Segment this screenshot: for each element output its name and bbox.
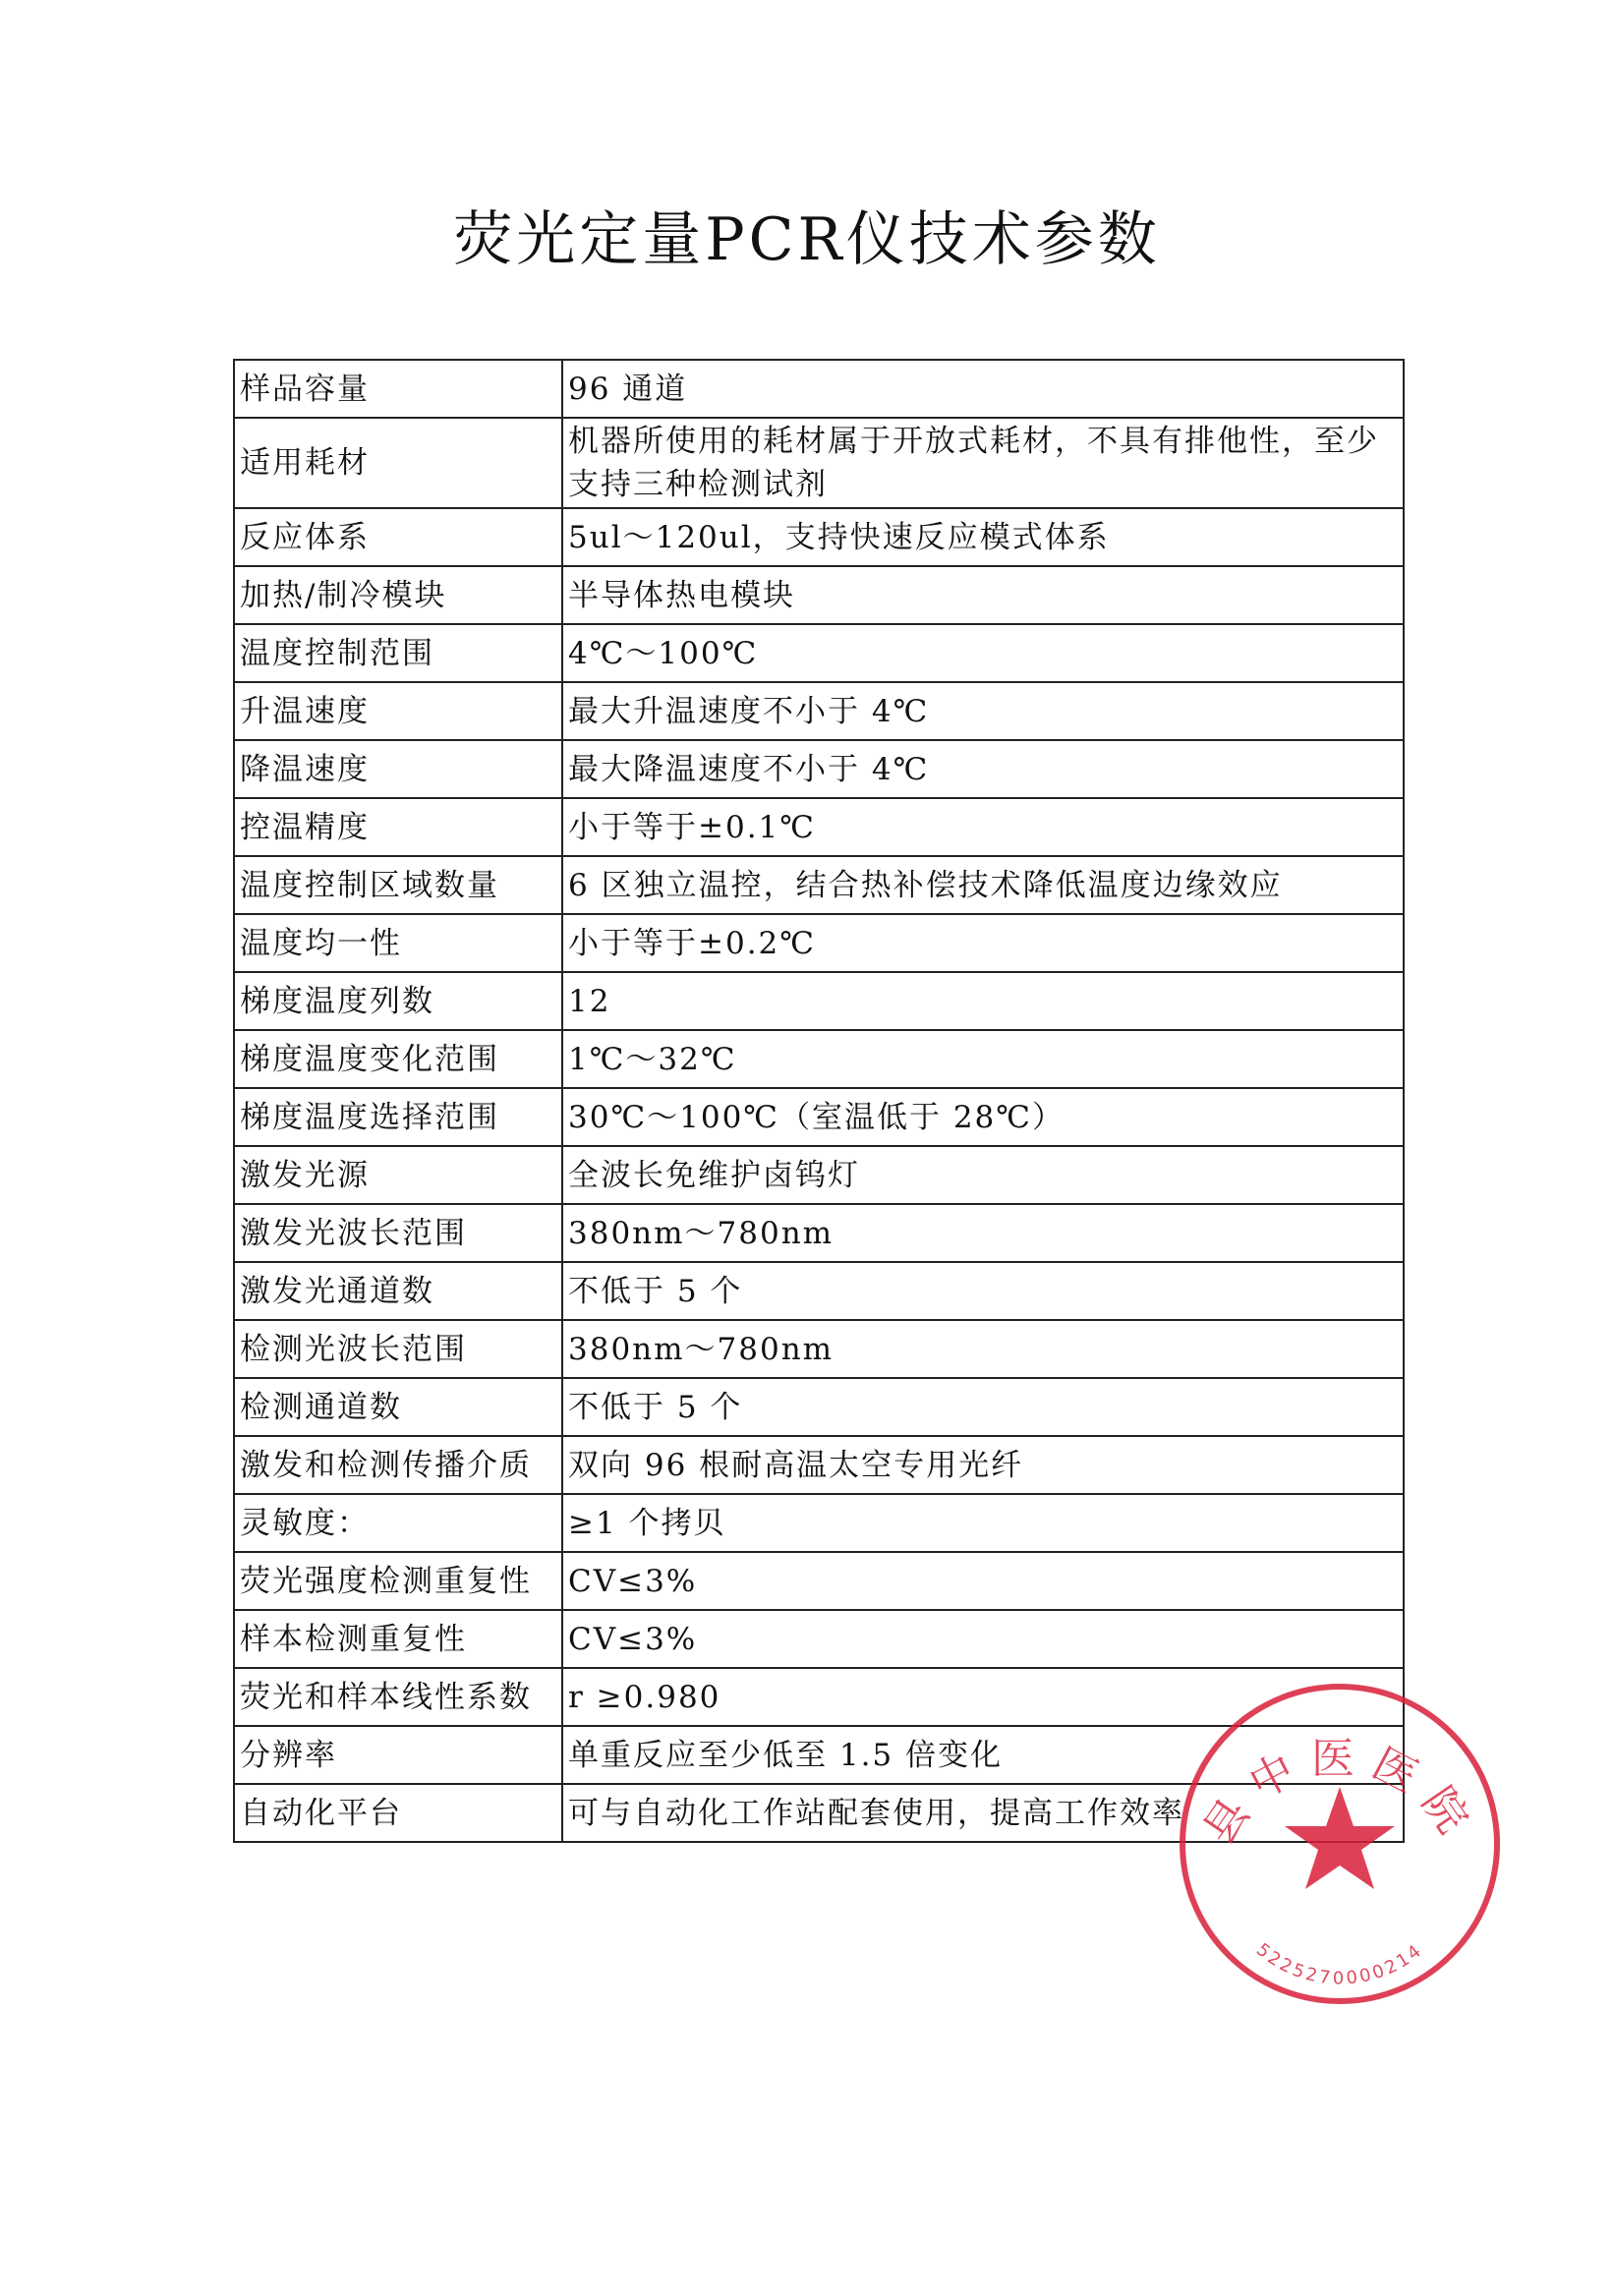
param-name: 分辨率 — [234, 1726, 562, 1784]
table-row — [234, 1262, 1404, 1320]
param-value: CV≤3% — [562, 1610, 1404, 1668]
table-row — [234, 1494, 1404, 1552]
param-value: 机器所使用的耗材属于开放式耗材，不具有排他性，至少支持三种检测试剂 — [562, 418, 1404, 508]
param-name: 梯度温度列数 — [234, 972, 562, 1030]
param-name: 自动化平台 — [234, 1784, 562, 1842]
table-row — [234, 508, 1404, 566]
seal-number: 5225270000214 — [1251, 1939, 1428, 1989]
param-value: 5ul～120ul，支持快速反应模式体系 — [562, 508, 1404, 566]
param-value: 380nm～780nm — [562, 1204, 1404, 1262]
table-row — [234, 1088, 1404, 1146]
param-name: 检测光波长范围 — [234, 1320, 562, 1378]
param-value: 单重反应至少低至 1.5 倍变化 — [562, 1726, 1404, 1784]
param-value: 30℃～100℃（室温低于 28℃） — [562, 1088, 1404, 1146]
param-name: 检测通道数 — [234, 1378, 562, 1436]
table-row — [234, 1552, 1404, 1610]
param-value: 1℃～32℃ — [562, 1030, 1404, 1088]
param-value: 4℃～100℃ — [562, 624, 1404, 682]
table-row — [234, 566, 1404, 624]
table-row — [234, 798, 1404, 856]
param-value: 全波长免维护卤钨灯 — [562, 1146, 1404, 1204]
param-value: 12 — [562, 972, 1404, 1030]
param-name: 温度控制区域数量 — [234, 856, 562, 914]
param-value: 6 区独立温控，结合热补偿技术降低温度边缘效应 — [562, 856, 1404, 914]
param-name: 降温速度 — [234, 740, 562, 798]
param-value: r ≥0.980 — [562, 1668, 1404, 1726]
param-name: 荧光强度检测重复性 — [234, 1552, 562, 1610]
param-name: 反应体系 — [234, 508, 562, 566]
table-row — [234, 740, 1404, 798]
seal-text: 县中医医院 — [1193, 1733, 1486, 1854]
param-value: ≥1 个拷贝 — [562, 1494, 1404, 1552]
seal-star-icon — [1285, 1787, 1395, 1889]
param-value: 380nm～780nm — [562, 1320, 1404, 1378]
table-row — [234, 1204, 1404, 1262]
table-row — [234, 1378, 1404, 1436]
param-value: 最大升温速度不小于 4℃ — [562, 682, 1404, 740]
table-row — [234, 418, 1404, 508]
param-value: 不低于 5 个 — [562, 1262, 1404, 1320]
param-name: 梯度温度选择范围 — [234, 1088, 562, 1146]
spec-table — [233, 359, 1405, 1843]
param-name: 灵敏度： — [234, 1494, 562, 1552]
document-title: 荧光定量PCR仪技术参数 — [453, 205, 1161, 274]
param-name: 控温精度 — [234, 798, 562, 856]
table-row — [234, 1030, 1404, 1088]
table-row — [234, 914, 1404, 972]
param-name: 激发和检测传播介质 — [234, 1436, 562, 1494]
table-row — [234, 682, 1404, 740]
table-row — [234, 1436, 1404, 1494]
param-name: 加热/制冷模块 — [234, 566, 562, 624]
param-name: 荧光和样本线性系数 — [234, 1668, 562, 1726]
param-value: CV≤3% — [562, 1552, 1404, 1610]
table-row — [234, 1146, 1404, 1204]
param-name: 样本检测重复性 — [234, 1610, 562, 1668]
param-name: 激发光源 — [234, 1146, 562, 1204]
param-name: 样品容量 — [234, 360, 562, 418]
param-name: 温度控制范围 — [234, 624, 562, 682]
param-name: 适用耗材 — [234, 418, 562, 508]
table-row — [234, 1610, 1404, 1668]
param-name: 升温速度 — [234, 682, 562, 740]
param-name: 温度均一性 — [234, 914, 562, 972]
table-row — [234, 1320, 1404, 1378]
param-value: 可与自动化工作站配套使用，提高工作效率 — [562, 1784, 1404, 1842]
param-value: 不低于 5 个 — [562, 1378, 1404, 1436]
param-name: 激发光通道数 — [234, 1262, 562, 1320]
table-row — [234, 360, 1404, 418]
param-value: 半导体热电模块 — [562, 566, 1404, 624]
official-seal — [1173, 1677, 1507, 2011]
param-value: 小于等于±0.2℃ — [562, 914, 1404, 972]
param-name: 激发光波长范围 — [234, 1204, 562, 1262]
param-value: 最大降温速度不小于 4℃ — [562, 740, 1404, 798]
param-name: 梯度温度变化范围 — [234, 1030, 562, 1088]
param-value: 96 通道 — [562, 360, 1404, 418]
table-row — [234, 856, 1404, 914]
param-value: 小于等于±0.1℃ — [562, 798, 1404, 856]
table-row — [234, 624, 1404, 682]
table-row — [234, 972, 1404, 1030]
param-value: 双向 96 根耐高温太空专用光纤 — [562, 1436, 1404, 1494]
